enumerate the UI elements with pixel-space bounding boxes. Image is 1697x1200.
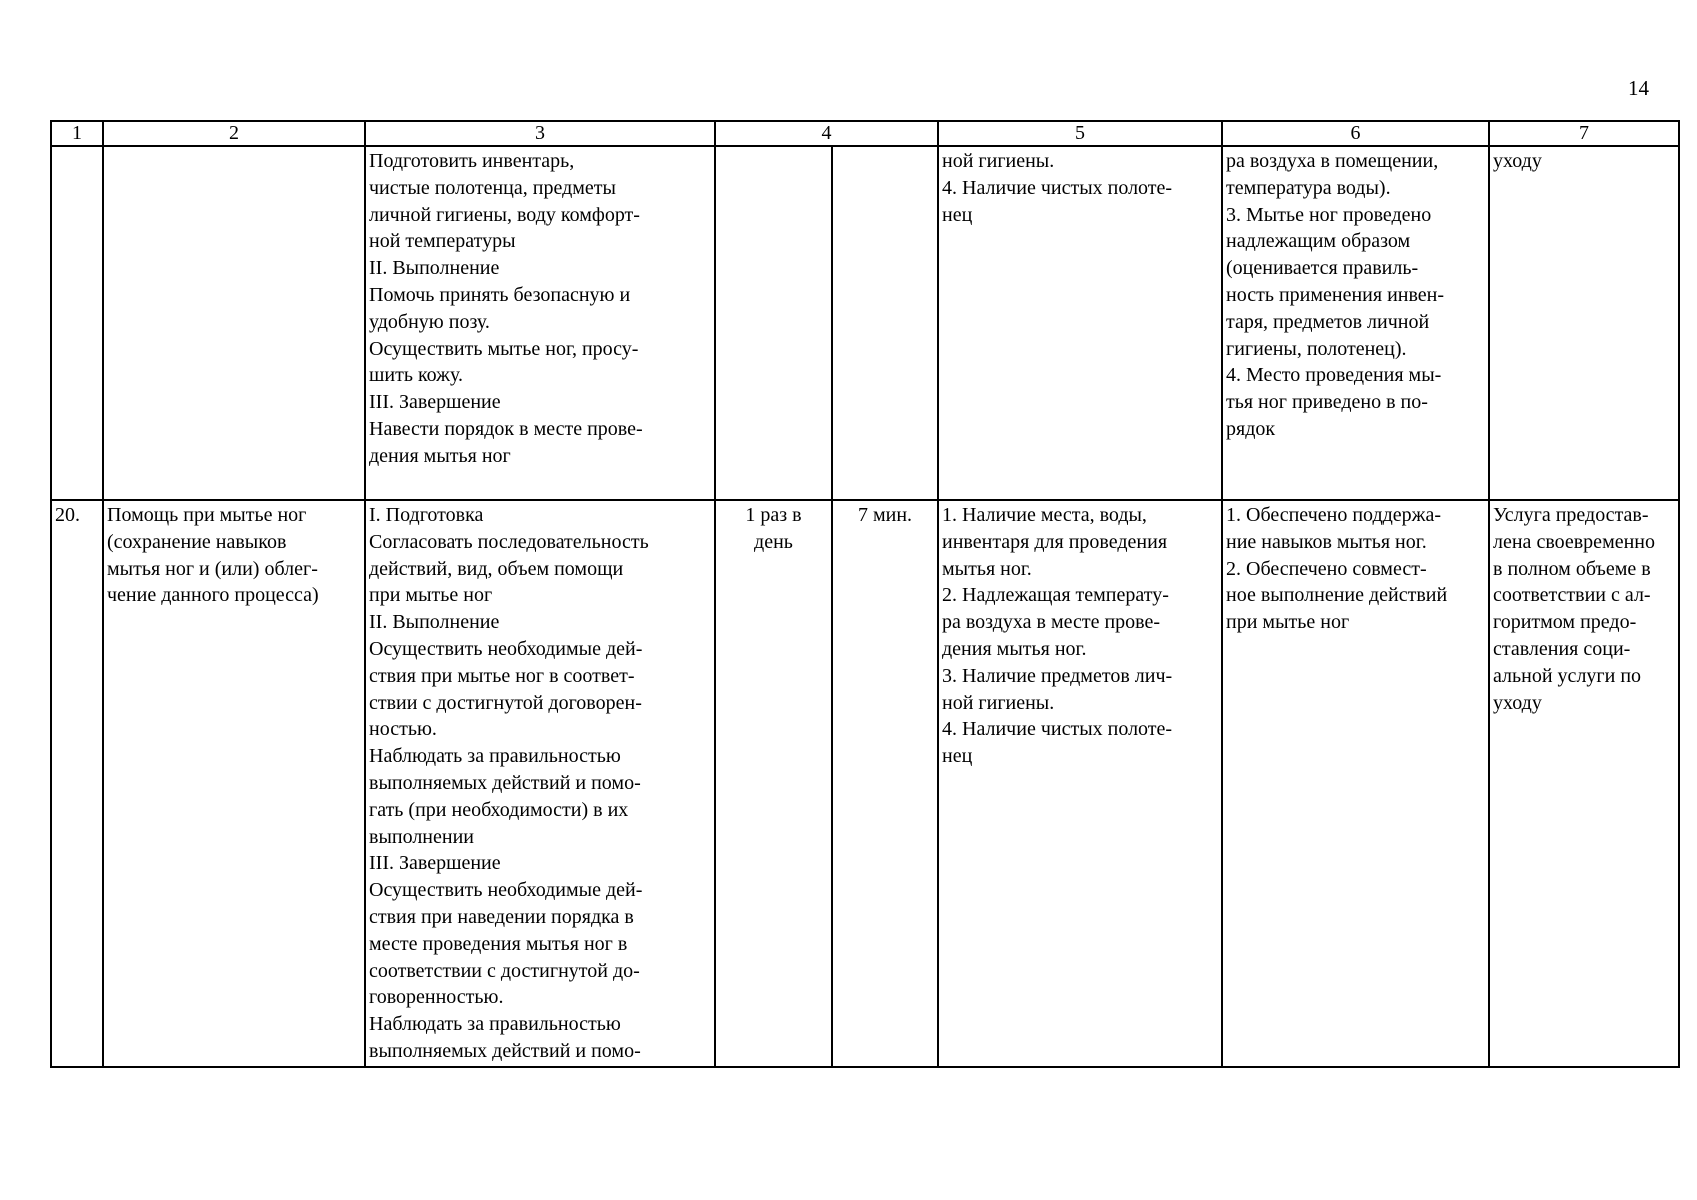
text-line: ность применения инвен- [1226,283,1445,306]
header-col-6: 6 [1222,121,1489,146]
text-line: I. Подготовка [369,504,484,526]
text-line: ной температуры [369,230,516,253]
header-col-4: 4 [715,121,938,146]
procedure-cell [365,500,715,1067]
text-line: рядок [1226,417,1276,440]
text-line: ние навыков мытья ног. [1226,530,1427,553]
header-col-2: 2 [103,121,365,146]
text-line: чистые полотенца, предметы [369,176,616,199]
header-row [51,121,1679,146]
text-line: ра воздуха в месте прове- [942,611,1161,634]
page-number: 14 [1628,76,1649,100]
procedure-cell [365,146,715,500]
conditions-cell [938,146,1222,500]
text-line: нец [942,203,973,226]
text-line: действий, вид, объем помощи [369,557,624,580]
text-line: 2. Надлежащая температу- [942,584,1169,607]
text-line: дения мытья ног. [942,637,1087,660]
text-line: выполняемых действий и помо- [369,771,641,794]
text-line: ное выполнение действий [1226,584,1448,607]
text-line: 4. Наличие чистых полоте- [942,176,1173,199]
text-line: II. Выполнение [369,611,500,634]
text-line: надлежащим образом [1226,230,1411,253]
text-line: месте проведения мытья ног в [369,932,628,955]
text-line: день [754,530,793,553]
services-table [50,120,1680,1068]
conditions-cell [938,500,1222,1067]
text-line: 3. Наличие предметов лич- [942,664,1173,687]
text-line: (сохранение навыков [107,530,287,553]
text-line: Осуществить необходимые дей- [369,879,643,902]
text-line: Согласовать последовательность [369,530,649,553]
text-line: альной услуги по [1493,664,1642,687]
text-line: 4. Наличие чистых полоте- [942,718,1173,741]
text-line: 2. Обеспечено совмест- [1226,557,1427,580]
text-line: Навести порядок в месте прове- [369,417,643,440]
text-line: Помочь принять безопасную и [369,283,631,306]
text-line: 3. Мытье ног проведено [1226,203,1432,226]
text-line: Услуга предостав- [1493,504,1649,526]
table-row-20 [51,500,1679,1067]
text-line: гигиены, полотенец). [1226,337,1407,360]
text-line: 1. Наличие места, воды, [942,504,1147,526]
text-line: ностью. [369,718,437,741]
text-line: Наблюдать за правильностью [369,745,621,768]
text-line: гать (при необходимости) в их [369,798,629,821]
result-cell [1489,500,1679,1067]
text-line: тья ног приведено в по- [1226,391,1428,414]
text-line: выполняемых действий и помо- [369,1039,641,1062]
text-line: III. Завершение [369,391,501,414]
text-line: шить кожу. [369,364,463,387]
text-line: соответствии с ал- [1493,584,1651,607]
text-line: 1 раз в [745,504,802,526]
text-line: инвентаря для проведения [942,530,1168,553]
row-number-cell [51,146,103,500]
text-line: Осуществить мытье ног, просу- [369,337,639,360]
quality-indicators-cell [1222,500,1489,1067]
service-name-cell [103,146,365,500]
text-line: при мытье ног [1226,611,1350,634]
text-line: 1. Обеспечено поддержа- [1226,504,1442,526]
header-col-7: 7 [1489,121,1679,146]
text-line: в полном объеме в [1493,557,1651,580]
frequency-cell [715,500,832,1067]
text-line: горитмом предо- [1493,611,1637,634]
text-line: Помощь при мытье ног [107,504,307,526]
text-line: удобную позу. [369,310,490,333]
text-line: мытья ног и (или) облег- [107,557,318,580]
text-line: температура воды). [1226,176,1391,199]
text-line: Подготовить инвентарь, [369,150,575,172]
duration-cell [832,146,938,500]
text-line: ставления соци- [1493,637,1631,660]
text-line: 7 мин. [857,504,913,526]
text-line: Осуществить необходимые дей- [369,637,643,660]
text-line: II. Выполнение [369,257,500,280]
text-line: говоренностью. [369,986,504,1009]
text-line: ствия при мытье ног в соответ- [369,664,635,687]
text-line: III. Завершение [369,852,501,875]
text-line: Наблюдать за правильностью [369,1013,621,1036]
text-line: дения мытья ног [369,444,511,467]
text-line: выполнении [369,825,474,848]
result-cell [1489,146,1679,500]
text-line: таря, предметов личной [1226,310,1430,333]
quality-indicators-cell [1222,146,1489,500]
text-line: соответствии с достигнутой до- [369,959,640,982]
text-line: ной гигиены. [942,691,1055,714]
text-line: 4. Место проведения мы- [1226,364,1442,387]
header-col-3: 3 [365,121,715,146]
text-line: личной гигиены, воду комфорт- [369,203,640,226]
text-line: нец [942,745,973,768]
text-line: ра воздуха в помещении, [1226,150,1439,172]
text-line: ствия при наведении порядка в [369,905,634,928]
duration-cell [832,500,938,1067]
header-col-1: 1 [51,121,103,146]
header-col-5: 5 [938,121,1222,146]
text-line: чение данного процесса) [107,584,319,607]
service-name-cell [103,500,365,1067]
text-line: (оценивается правиль- [1226,257,1419,280]
text-line: мытья ног. [942,557,1032,580]
text-line: уходу [1493,691,1542,714]
table-row-continued [51,146,1679,500]
text-line: ствии с достигнутой договорен- [369,691,642,714]
text-line: ной гигиены. [942,150,1055,172]
text-line: лена своевременно [1493,530,1656,553]
text-line: при мытье ног [369,584,493,607]
row-number-cell: 20. [51,500,103,1067]
text-line: уходу [1493,150,1542,172]
frequency-cell [715,146,832,500]
